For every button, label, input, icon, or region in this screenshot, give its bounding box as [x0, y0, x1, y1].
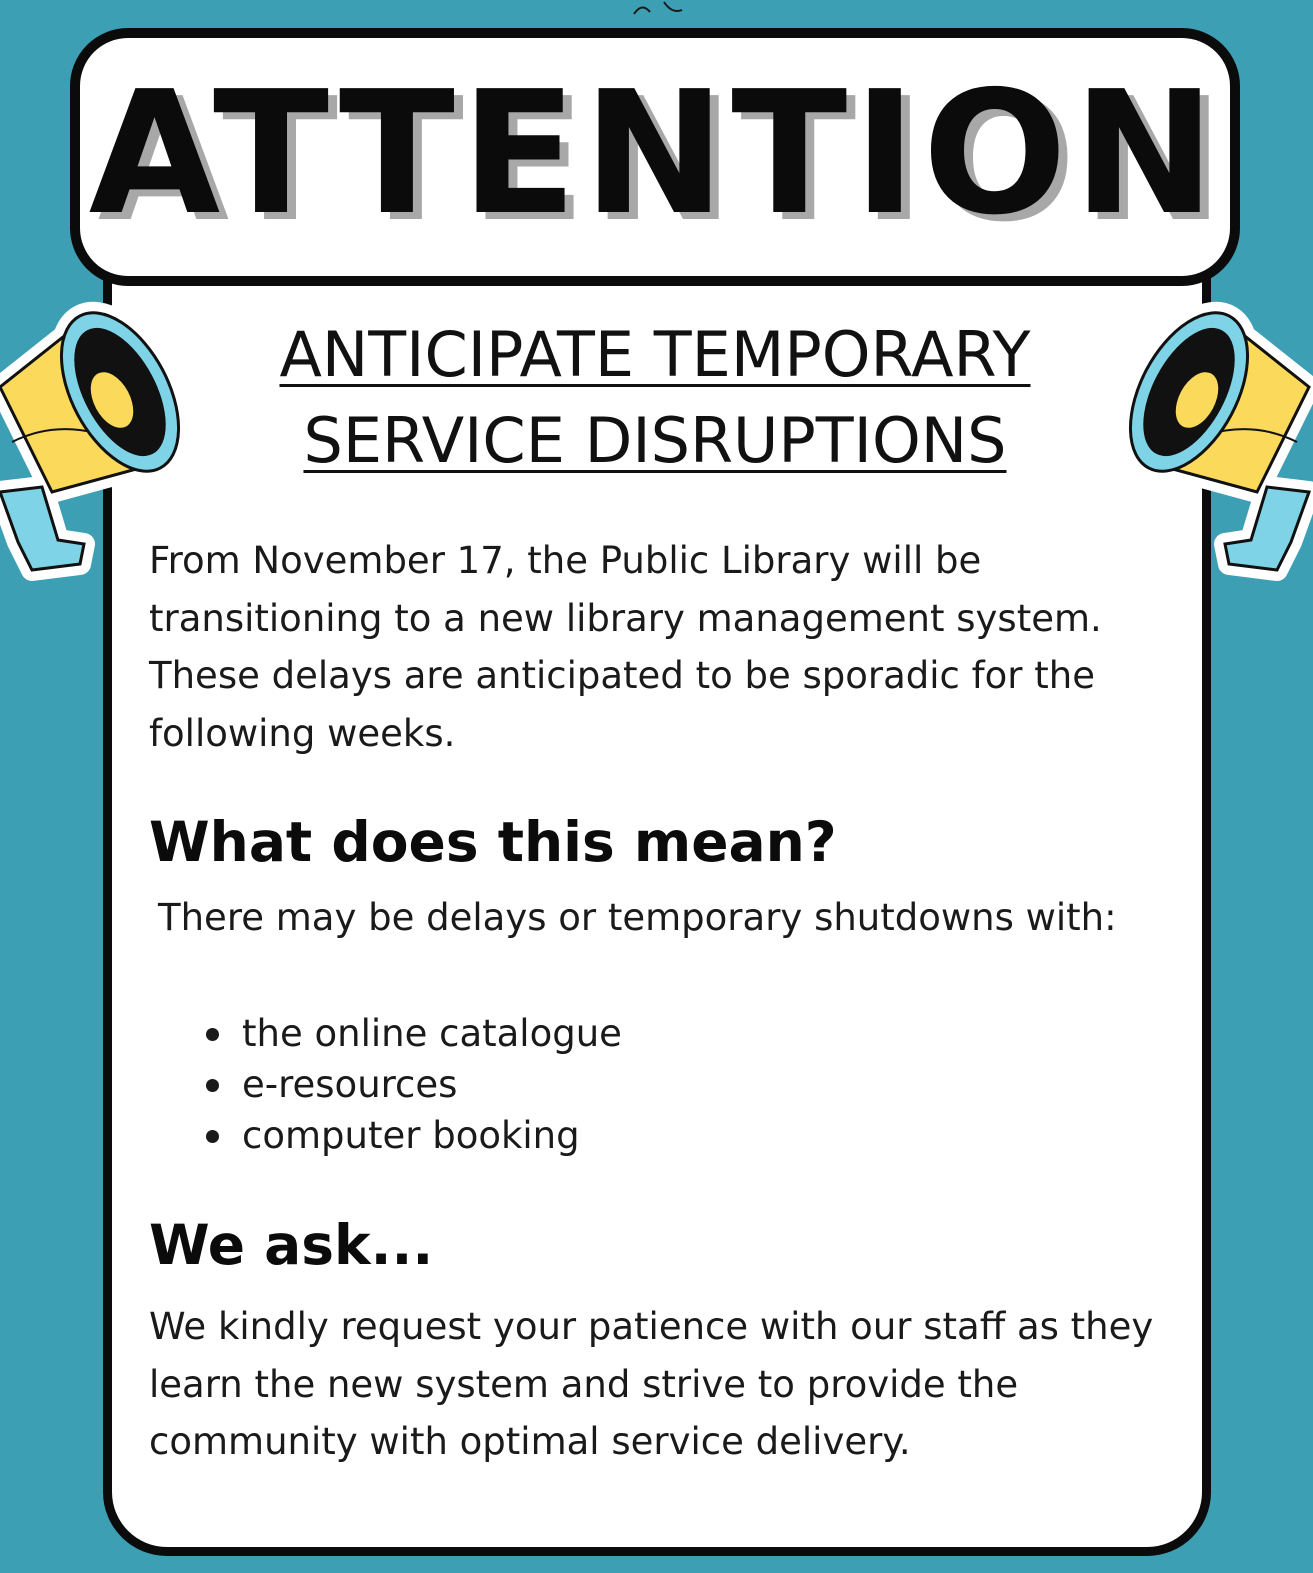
top-doodle-icon [628, 0, 688, 16]
ask-paragraph: We kindly request your patience with our staff as they learn the new system and strive to provide the community with optimal service delivery. [149, 1305, 1154, 1463]
list-item-text: computer booking [242, 1114, 580, 1157]
intro-paragraph: From November 17, the Public Library will be transitioning to a new library management system. These delays are anticipated to be sporadic for the following weeks. [149, 539, 1102, 755]
list-item [200, 1110, 622, 1161]
bullet-icon [206, 1079, 219, 1092]
ask-heading: We ask... [149, 1213, 434, 1277]
attention-banner [70, 28, 1240, 286]
meaning-lead: There may be delays or temporary shutdowns with: [158, 896, 1117, 939]
list-item-text: the online catalogue [242, 1012, 622, 1055]
subtitle-line-1: ANTICIPATE TEMPORARY [279, 318, 1031, 391]
list-item [200, 1008, 622, 1059]
bullet-icon [206, 1130, 219, 1143]
bullet-icon [206, 1028, 219, 1041]
subtitle-line-2: SERVICE DISRUPTIONS [303, 404, 1007, 477]
meaning-heading: What does this mean? [149, 810, 837, 874]
affected-services-list [200, 1008, 622, 1161]
list-item-text: e-resources [242, 1063, 458, 1106]
list-item [200, 1059, 622, 1110]
notice-subtitle [140, 312, 1170, 484]
banner-title: ATTENTION [88, 55, 1222, 253]
